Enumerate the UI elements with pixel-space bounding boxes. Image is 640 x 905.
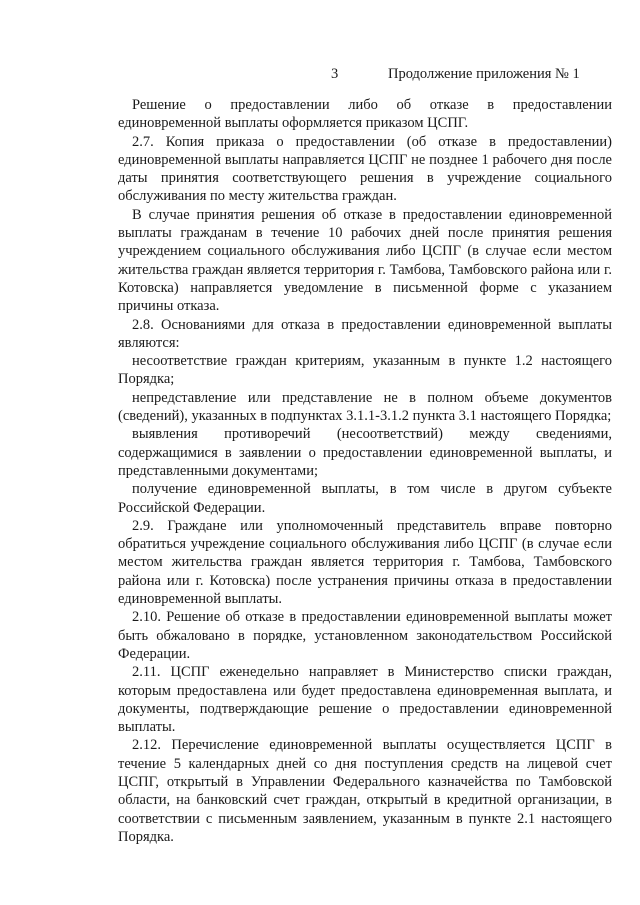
- list-item-refusal-documents: непредставление или представление не в полном объеме документов (сведений), указанных в подпунктах 3.1.1-3.1.2 пункта 3.1 настоящего Порядка;: [118, 389, 612, 425]
- list-item-refusal-duplicate: получение единовременной выплаты, в том числе в другом субъекте Российской Федерации.: [118, 481, 612, 516]
- page-number: 3: [331, 66, 339, 82]
- paragraph-2-10: 2.10. Решение об отказе в предоставлении единовременной выплаты может быть обжаловано в порядке, установленном законодательством Российской Федерации.: [118, 609, 612, 662]
- paragraph-2-8: 2.8. Основаниями для отказа в предоставлении единовременной выплаты являются:: [118, 316, 612, 351]
- appendix-continuation-header: Продолжение приложения № 1: [388, 66, 580, 82]
- paragraph-refusal-notice: В случае принятия решения об отказе в предоставлении единовременной выплаты гражданам в течение 10 рабочих дней после принятия решения учреждением социального обслуживания либо ЦСПГ (в случае если местом жительства граждан является территория г. Тамбова, Тамбовского района или г. Котовска) направляется уведомление в письменной форме с указанием причины отказа.: [118, 206, 612, 315]
- paragraph-decision: Решение о предоставлении либо об отказе в предоставлении единовременной выплаты оформляется приказом ЦСПГ.: [118, 97, 612, 132]
- document-body: [118, 96, 612, 846]
- paragraph-2-11: 2.11. ЦСПГ еженедельно направляет в Министерство списки граждан, которым предоставлена или будет предоставлена единовременная выплата, и документы, подтверждающие решение о предоставлении единовременной выплаты.: [118, 664, 612, 736]
- paragraph-2-9: 2.9. Граждане или уполномоченный представитель вправе повторно обратиться учреждение социального обслуживания либо ЦСПГ (в случае если местом жительства граждан является территория г. Тамбова, Тамбовского района или г. Котовска) после устранения причины отказа в предоставлении единовременной выплаты.: [118, 517, 612, 608]
- paragraph-2-7: 2.7. Копия приказа о предоставлении (об отказе в предоставлении) единовременной выплаты направляется ЦСПГ не позднее 1 рабочего дня после даты принятия соответствующего решения в учреждение социального обслуживания по месту жительства граждан.: [118, 133, 612, 205]
- list-item-refusal-contradictions: выявления противоречий (несоответствий) между сведениями, содержащимися в заявлении о предоставлении единовременной выплаты, и представленными документами;: [118, 426, 612, 479]
- list-item-refusal-criteria: несоответствие граждан критериям, указанным в пункте 1.2 настоящего Порядка;: [118, 353, 612, 388]
- paragraph-2-12: 2.12. Перечисление единовременной выплаты осуществляется ЦСПГ в течение 5 календарных дней со дня поступления средств на лицевой счет ЦСПГ, открытый в Управлении Федерального казначейства по Тамбовской области, на банковский счет граждан, открытый в кредитной организации, в соответствии с письменным заявлением, указанным в пункте 2.1 настоящего Порядка.: [118, 737, 612, 845]
